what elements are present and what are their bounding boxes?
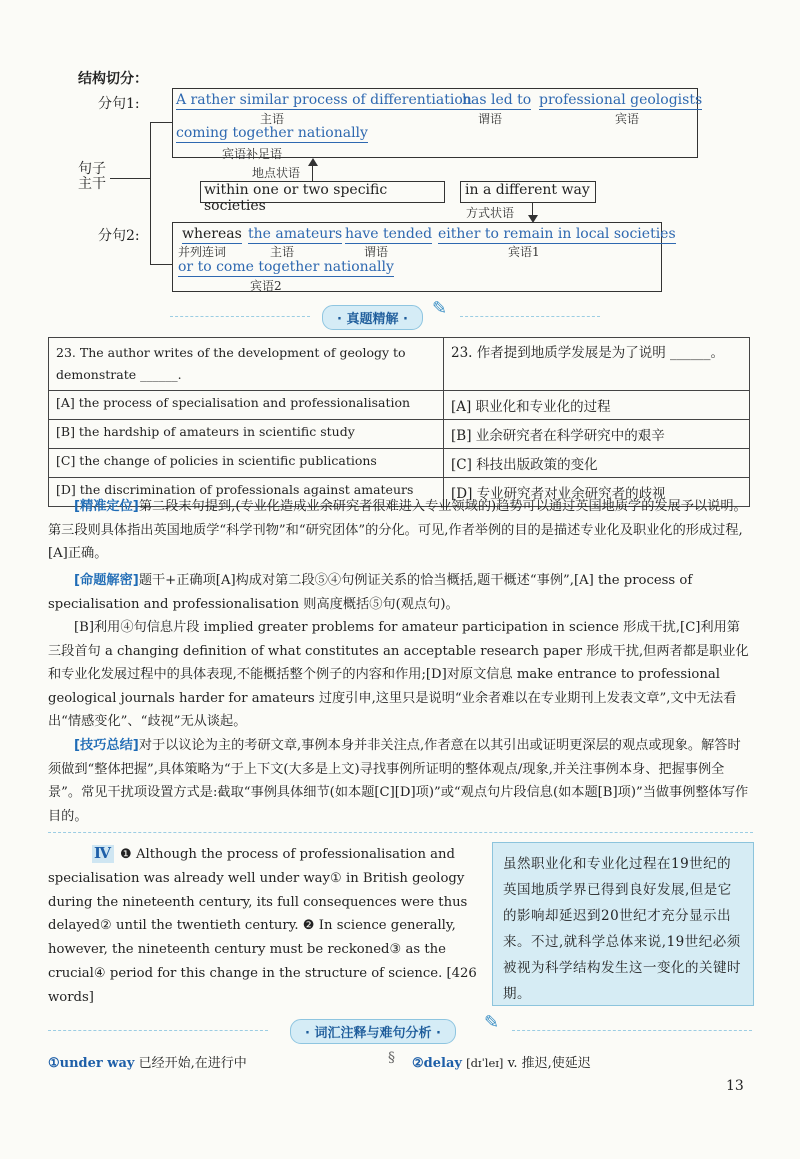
question-table [48,337,750,507]
arrow-up-stem [312,165,313,181]
vocab-phonetic-2: [dɪˈleɪ] [466,1056,504,1070]
section-divider [48,832,753,833]
c2-subject-role: 主语 [270,245,295,259]
vocab-term-2: ②delay [412,1056,462,1071]
c2-conj: whereas [182,226,242,242]
option-a-zh: [A] 职业化和专业化的过程 [444,391,750,420]
place-adverbial-box [200,181,445,214]
c1-subject: A rather similar process of differentiation [176,92,472,108]
tag-locate: [精准定位] [74,499,139,514]
c2-object1: either to remain in local societies [438,226,676,242]
c2-verb-role: 谓语 [364,245,389,259]
option-d-en: [D] the discrimination of professionals against amateurs [49,478,444,507]
place-adverbial-label: 地点状语 [252,166,301,180]
bracket-top [150,122,172,123]
passage-text: ❶ Although the process of professionalisation and specialisation was already well under way① in British geology during the nineteenth century, its full consequences were thus delayed② until the twentieth century. ❷ In science generally, however, the nineteenth century must be reckoned③ as the crucial④ period for this change in the structure of science. [426 words] [48,847,477,1005]
vocab-item-2 [412,1052,591,1071]
question-stem-zh: 23. 作者提到地质学发展是为了说明 ______。 [444,338,750,391]
c1-object: professional geologists [539,92,703,108]
page-number: 13 [726,1078,744,1094]
vocab-meaning-1: 已经开始,在进行中 [138,1056,247,1071]
section-symbol-icon: § [388,1050,395,1066]
analysis-decode [48,569,750,616]
clause2-label: 分句2: [98,228,140,244]
c1-complement-role: 宾语补足语 [222,147,283,161]
option-b-zh: [B] 业余研究者在科学研究中的艰辛 [444,420,750,449]
divider2-left [48,1030,268,1031]
pen-icon-2: ✎ [484,1012,500,1033]
roman-numeral: Ⅳ [94,844,112,862]
manner-adverbial-label: 方式状语 [466,206,515,220]
analysis-skills [48,734,750,828]
c2-verb: have tended [345,226,433,242]
vocab-term-1: ①under way [48,1056,135,1071]
bracket-stem [110,178,150,179]
c2-object2-role: 宾语2 [250,279,282,293]
passage-translation: 虽然职业化和专业化过程在19世纪的英国地质学界已得到良好发展,但是它的影响却延迟到20世纪才充分显示出来。不过,就科学总体来说,19世纪必须被视为科学结构发生这一变化的关键时期。 [492,842,754,1006]
section-title-exam: · 真题精解 · [322,305,423,330]
place-adverbial: within one or two specific societies [204,182,388,214]
c2-object2: or to come together nationally [178,259,394,275]
analysis-locate-text: 第二段末句提到,(专业化造成业余研究者很难进入专业领域的)趋势可以通过英国地质学的发展予以说明。第三段则具体指出英国地质学“科学刊物”和“研究团体”的分化。可见,作者举例的目的是描述专业化及职业化的形成过程,[A]正确。 [48,499,747,561]
analysis-locate [48,495,750,566]
clause1-label: 分句1: [98,96,140,112]
manner-adverbial: in a different way [465,182,590,198]
c2-object1-role: 宾语1 [508,245,540,259]
option-d-zh: [D] 专业研究者对业余研究者的歧视 [444,478,750,507]
analysis-distractors: [B]利用④句信息片段 implied greater problems for amateur participation in science 形成干扰,[C]利用第三段首句 a changing definition of what constitutes an acceptable research paper 形成干扰,但两者都是职业化和专业化发展过程中的具体表现,不能概括整个例子的内容和作用;[D]对原文信息 make entrance to professional geological journals harder for amateurs 过度引申,这里只是说明“业余者难以在专业期刊上发表文章”,文中无法看出“情感变化”、“歧视”无从谈起。 [48,620,749,729]
c1-object-role: 宾语 [615,112,640,126]
manner-adverbial-box [460,181,596,203]
c2-subject: the amateurs [248,226,343,242]
option-b-en: [B] the hardship of amateurs in scientific study [49,420,444,449]
section-title-vocab: · 词汇注释与难句分析 · [290,1019,456,1044]
vocab-meaning-2: v. 推迟,使延迟 [507,1056,591,1071]
divider-left [170,316,310,317]
tag-skills: [技巧总结] [74,738,139,753]
c1-subject-role: 主语 [260,112,285,126]
c2-conj-role: 并列连词 [178,245,227,259]
question-stem-en: 23. The author writes of the development of geology to demonstrate ______. [49,338,444,391]
analysis-skills-text: 对于以议论为主的考研文章,事例本身并非关注点,作者意在以其引出或证明更深层的观点或现象。解答时须做到“整体把握”,具体策略为“于上下文(大多是上文)寻找事例所证明的整体观点/现象,并关注事例本身、把握事例全景”。常见干扰项设置方式是:截取“事例具体细节(如本题[C][D]项)”或“观点句片段信息(如本题[B]项)”当做事例整体写作目的。 [48,738,749,824]
c1-verb: has led to [462,92,532,108]
bracket-vertical [150,122,151,264]
divider-right [460,316,600,317]
divider2-right [512,1030,752,1031]
sentence-main-label: 句子 主干 [78,161,106,192]
option-c-en: [C] the change of policies in scientific publications [49,449,444,478]
c1-verb-role: 谓语 [478,112,503,126]
structure-heading: 结构切分： [78,71,148,87]
c1-complement: coming together nationally [176,125,368,141]
pen-icon: ✎ [432,298,448,319]
option-a-en: [A] the process of specialisation and professionalisation [49,391,444,420]
analysis-decode-text: 题干+正确项[A]构成对第二段⑤④句例证关系的恰当概括,题干概述“事例”,[A] the process of specialisation and professionalisation 则高度概括⑤句(观点句)。 [48,573,693,612]
option-c-zh: [C] 科技出版政策的变化 [444,449,750,478]
bracket-bottom [150,264,172,265]
tag-decode: [命题解密] [74,573,139,588]
vocab-item-1 [48,1052,247,1071]
